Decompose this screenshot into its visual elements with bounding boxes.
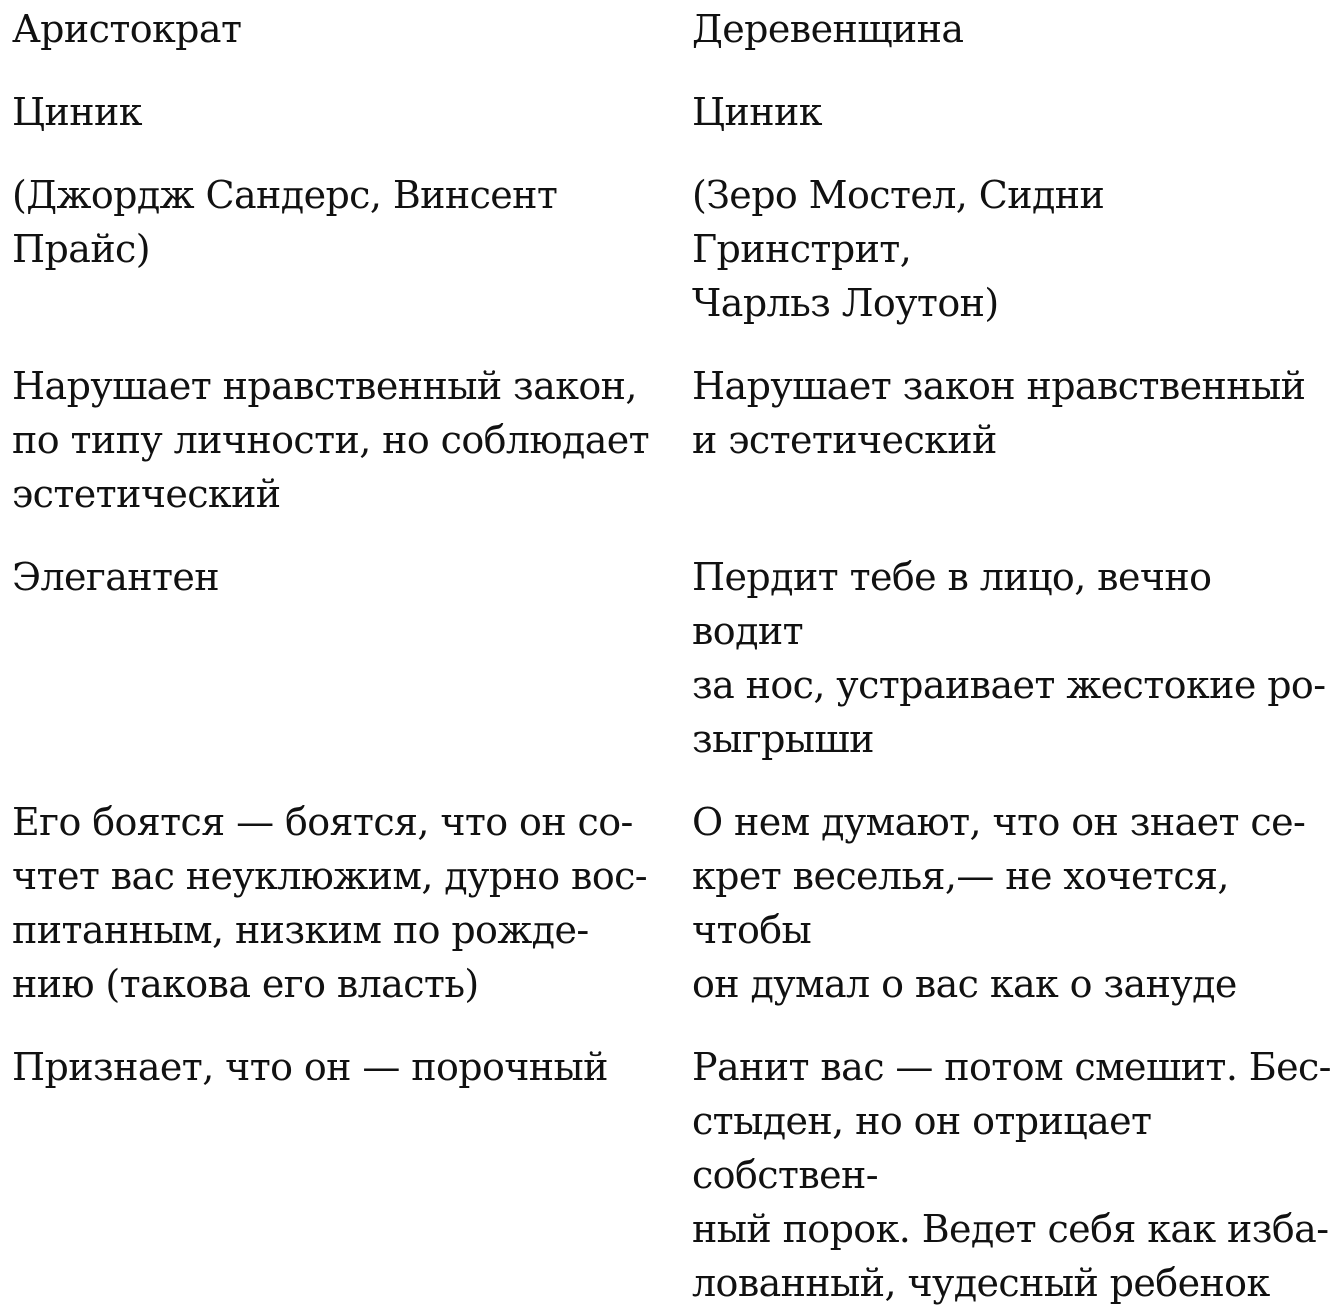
table-row xyxy=(12,1040,1332,1310)
right-cell: Деревенщина xyxy=(692,7,964,51)
left-cell: Его боятся — боятся, что он со- чтет вас неуклюжим, дурно вос- питанным, низким по рожде- нию (такова его власть) xyxy=(12,800,648,1006)
left-cell: Аристократ xyxy=(12,7,242,51)
right-cell: (Зеро Мостел, Сидни Гринстрит, Чарльз Лоутон) xyxy=(692,173,1105,325)
table-row xyxy=(12,550,1332,766)
right-cell: О нем думают, что он знает се- крет веселья,— не хочется, чтобы он думал о вас как о зануде xyxy=(692,800,1306,1006)
table-row xyxy=(12,85,1332,139)
left-cell: Нарушает нравственный закон, по типу личности, но соблюдает эстетический xyxy=(12,364,650,516)
table-row xyxy=(12,795,1332,1011)
right-cell: Циник xyxy=(692,90,822,134)
left-cell: (Джордж Сандерс, Винсент Прайс) xyxy=(12,173,558,271)
left-cell: Элегантен xyxy=(12,555,220,599)
table-row xyxy=(12,359,1332,521)
table-row xyxy=(12,168,1332,330)
left-cell: Признает, что он — порочный xyxy=(12,1045,608,1089)
comparison-table xyxy=(12,0,1332,1310)
right-cell: Пердит тебе в лицо, вечно водит за нос, устраивает жестокие ро- зыгрыши xyxy=(692,555,1326,761)
right-cell: Нарушает закон нравственный и эстетический xyxy=(692,364,1306,462)
left-cell: Циник xyxy=(12,90,142,134)
table-row xyxy=(12,2,1332,56)
right-cell: Ранит вас — потом смешит. Бес- стыден, но он отрицает собствен- ный порок. Ведет себя как изба- лованный, чудесный ребенок xyxy=(692,1045,1331,1305)
